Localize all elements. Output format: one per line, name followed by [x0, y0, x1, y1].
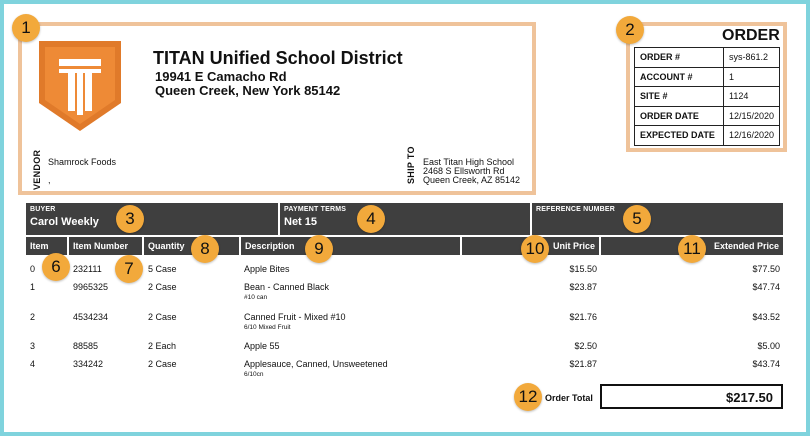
callout-badge-8: 8	[191, 235, 219, 263]
item-quantity: 2 Case	[148, 359, 177, 369]
item-quantity: 2 Case	[148, 312, 177, 322]
order-meta-row	[635, 126, 780, 146]
item-description: Bean - Canned Black	[244, 282, 330, 292]
item-index: 1	[30, 282, 36, 292]
column-header-item-number: Item Number	[69, 237, 142, 255]
item-extended-price: $47.74	[752, 282, 780, 292]
callout-badge-4: 4	[357, 205, 385, 233]
item-number: 9965325	[73, 282, 109, 292]
site-number-value: 1124	[724, 87, 780, 107]
item-extended-price: $5.00	[757, 341, 780, 351]
account-number-value: 1	[724, 67, 780, 87]
column-header-item: Item	[26, 237, 67, 255]
account-number-label: ACCOUNT #	[635, 67, 724, 87]
buyer-value: Carol Weekly	[30, 216, 99, 228]
item-pack-size: #10 can	[244, 294, 268, 301]
item-number: 4534234	[73, 312, 109, 322]
order-meta-row	[635, 106, 780, 126]
item-quantity: 2 Case	[148, 282, 177, 292]
buyer-label: BUYER	[30, 206, 56, 213]
callout-badge-2: 2	[616, 16, 644, 44]
order-date-label: ORDER DATE	[635, 106, 724, 126]
payment-terms-cell	[280, 203, 530, 235]
item-number: 334242	[73, 359, 104, 369]
expected-date-label: EXPECTED DATE	[635, 126, 724, 146]
ship-to-label: SHIP TO	[406, 146, 416, 184]
district-logo	[39, 41, 121, 131]
district-address-line1: 19941 E Camacho Rd	[155, 69, 287, 84]
payment-terms-label: PAYMENT TERMS	[284, 206, 347, 213]
item-extended-price: $77.50	[752, 264, 780, 274]
callout-badge-6: 6	[42, 253, 70, 281]
district-address-line2: Queen Creek, New York 85142	[155, 83, 341, 98]
item-pack-size: 6/10 Mixed Fruit	[244, 324, 291, 331]
column-header-description: Description	[241, 237, 460, 255]
order-meta-row	[635, 87, 780, 107]
column-header-unit-price: Unit Price	[552, 241, 595, 251]
item-unit-price: $15.50	[569, 264, 597, 274]
payment-terms-value: Net 15	[284, 216, 318, 228]
item-extended-price: $43.52	[752, 312, 780, 322]
ship-to-line2: 2468 S Ellsworth Rd	[423, 166, 505, 176]
order-meta-row	[635, 67, 780, 87]
reference-number-cell	[532, 203, 783, 235]
order-date-value: 12/15/2020	[724, 106, 780, 126]
item-unit-price: $21.76	[569, 312, 597, 322]
item-extended-price: $43.74	[752, 359, 780, 369]
callout-badge-7: 7	[115, 255, 143, 283]
callout-badge-10: 10	[521, 235, 549, 263]
callout-badge-3: 3	[116, 205, 144, 233]
item-index: 4	[30, 359, 36, 369]
callout-badge-11: 11	[678, 235, 706, 263]
buyer-cell	[26, 203, 279, 235]
order-meta-row	[635, 48, 780, 68]
callout-badge-5: 5	[623, 205, 651, 233]
order-total-label: Order Total	[545, 393, 593, 403]
ship-to-line1: East Titan High School	[423, 157, 515, 167]
item-description: Canned Fruit - Mixed #10	[244, 312, 346, 322]
vendor-label: VENDOR	[32, 149, 42, 190]
item-number: 88585	[73, 341, 99, 351]
order-meta-table	[634, 47, 780, 146]
order-number-label: ORDER #	[635, 48, 724, 68]
district-name: TITAN Unified School District	[153, 48, 403, 68]
order-title: ORDER	[722, 27, 780, 44]
callout-badge-12: 12	[514, 383, 542, 411]
item-description: Applesauce, Canned, Unsweetened	[244, 359, 388, 369]
item-index: 3	[30, 341, 36, 351]
vendor-address: ,	[48, 175, 51, 185]
callout-badge-9: 9	[305, 235, 333, 263]
expected-date-value: 12/16/2020	[724, 126, 780, 146]
item-index: 2	[30, 312, 36, 322]
item-number: 232111	[73, 264, 102, 274]
vendor-name: Shamrock Foods	[48, 157, 117, 167]
site-number-label: SITE #	[635, 87, 724, 107]
item-unit-price: $2.50	[574, 341, 597, 351]
ship-to-line3: Queen Creek, AZ 85142	[423, 175, 521, 185]
item-quantity: 2 Each	[148, 341, 177, 351]
item-quantity: 5 Case	[148, 264, 177, 274]
column-header-extended-price: Extended Price	[601, 237, 783, 255]
item-unit-price: $23.87	[569, 282, 597, 292]
item-description: Apple 55	[244, 341, 280, 351]
item-pack-size: 6/10cn	[244, 371, 264, 378]
order-number-value: sys-861.2	[724, 48, 780, 68]
column-header-quantity: Quantity	[144, 237, 239, 255]
item-index: 0	[30, 264, 36, 274]
callout-badge-1: 1	[12, 14, 40, 42]
reference-number-label: REFERENCE NUMBER	[536, 206, 616, 213]
item-unit-price: $21.87	[569, 359, 597, 369]
order-total-value: $217.50	[600, 384, 783, 409]
item-description: Apple Bites	[244, 264, 290, 274]
